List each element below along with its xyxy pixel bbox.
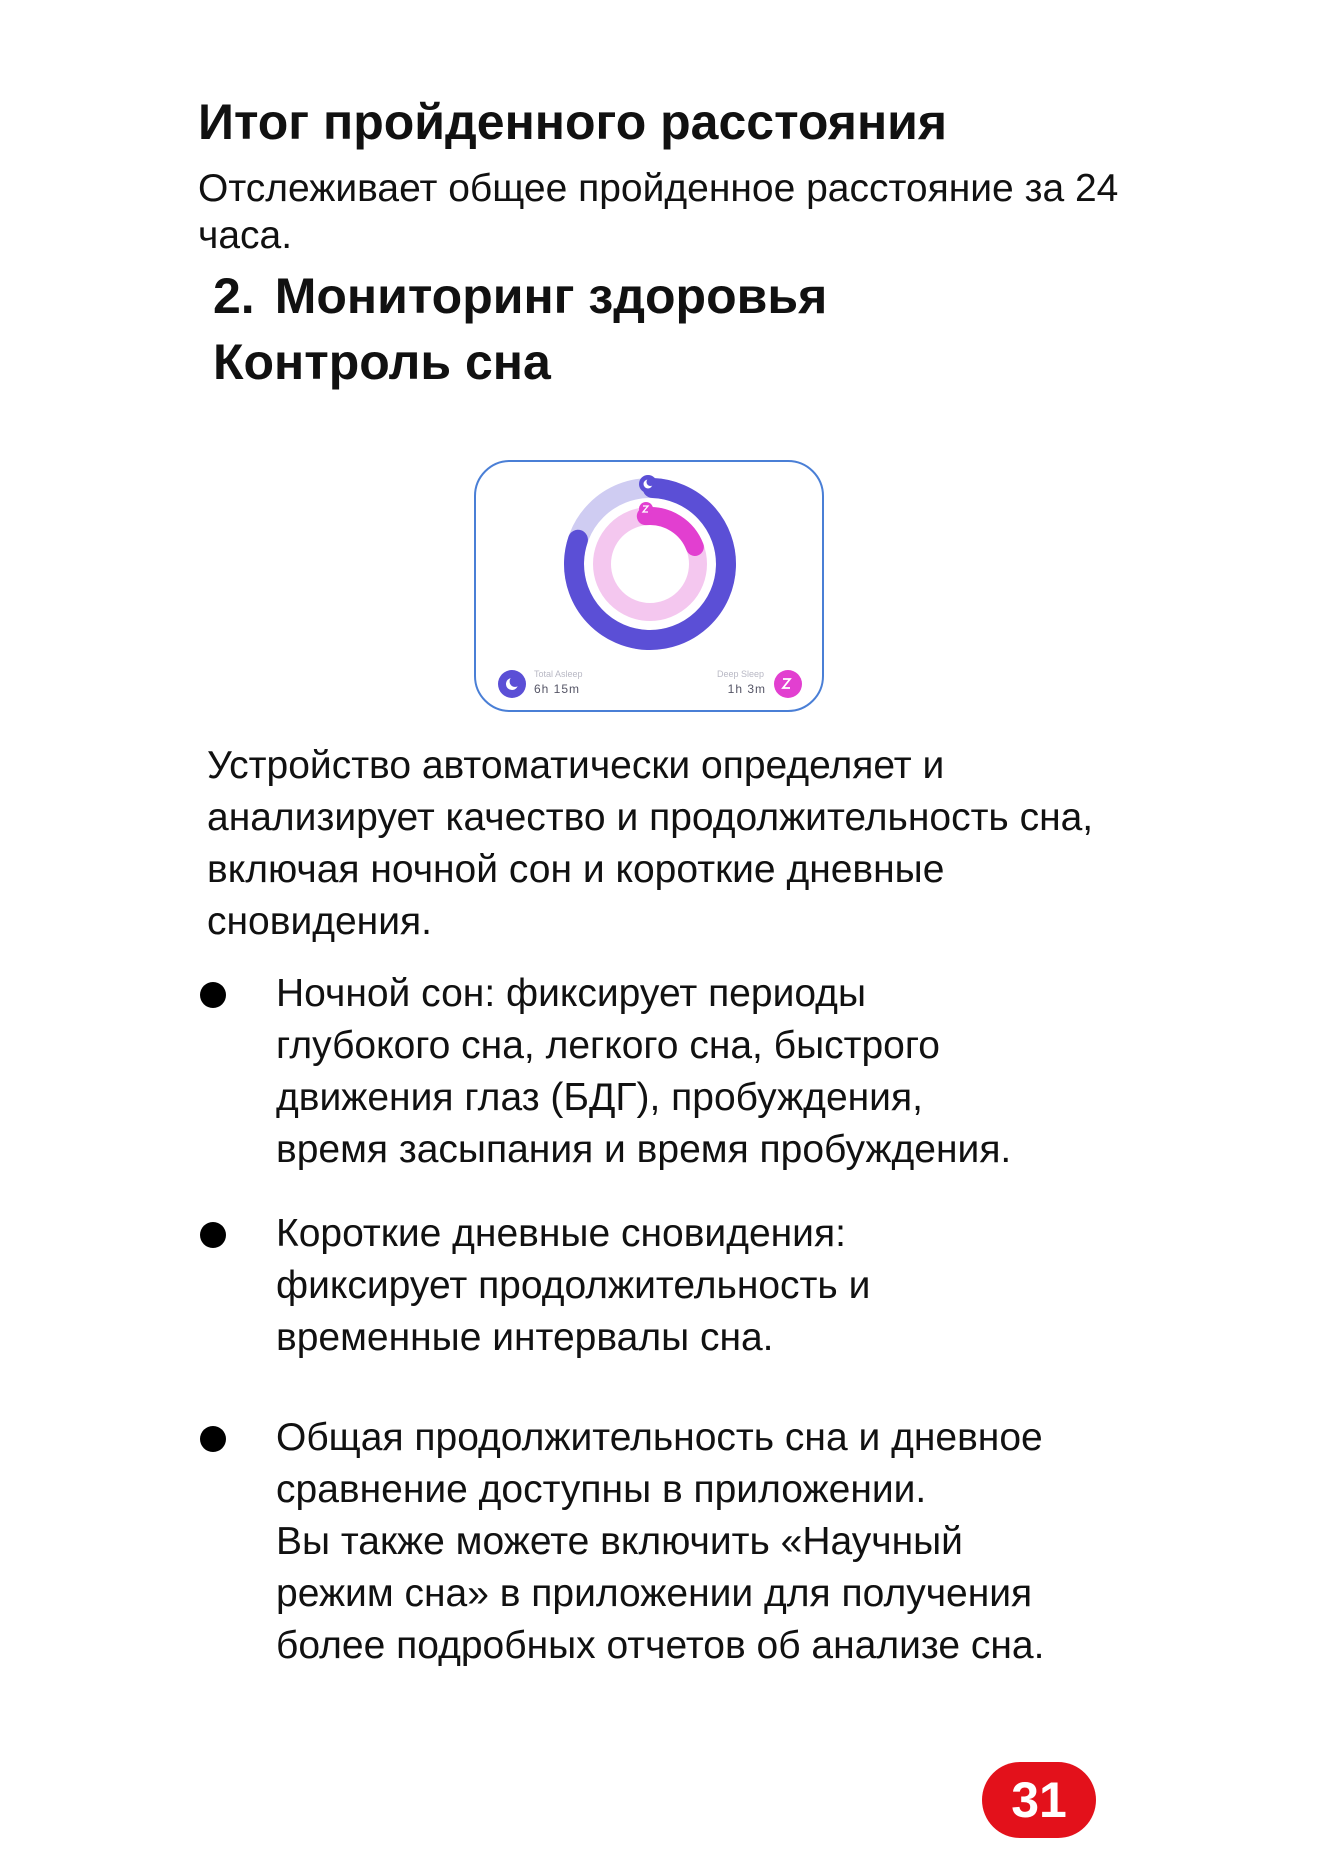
bullet-icon <box>200 982 226 1008</box>
section-heading <box>213 266 827 326</box>
list-line: движения глаз (БДГ), пробуждения, <box>276 1076 923 1119</box>
list-line: сравнение доступны в приложении. <box>276 1468 927 1511</box>
bullet-icon <box>200 1222 226 1248</box>
total-asleep-label: Total Asleep <box>534 669 583 679</box>
section-title: Мониторинг здоровья <box>274 268 828 324</box>
list-line: Короткие дневные сновидения: <box>276 1212 846 1255</box>
sleep-intro-text: Устройство автоматически определяет и анализирует качество и продолжительность сна, включая ночной сон и короткие дневные сновидения. <box>207 744 1094 943</box>
sleep-control-heading: Контроль сна <box>213 334 551 390</box>
list-line: временные интервалы сна. <box>276 1316 774 1359</box>
list-line: Общая продолжительность сна и дневное <box>276 1416 1043 1459</box>
list-line: Вы также можете включить «Научный <box>276 1520 963 1563</box>
distance-summary-description: Отслеживает общее пройденное расстояние за 24 часа. <box>198 167 1119 257</box>
list-item-text <box>276 1412 1156 1672</box>
sleep-zz-icon <box>639 502 653 516</box>
bullet-icon <box>200 1426 226 1452</box>
list-line: Ночной сон: фиксирует периоды <box>276 972 866 1015</box>
list-item-text <box>276 968 1156 1176</box>
list-line: режим сна» в приложении для получения <box>276 1572 1033 1615</box>
list-line: глубокого сна, легкого сна, быстрого <box>276 1024 940 1067</box>
section-number: 2. <box>213 268 255 324</box>
sleep-ring-chart <box>476 462 824 712</box>
total-asleep-icon <box>498 670 526 698</box>
total-asleep-value: 6h 15m <box>534 682 581 696</box>
list-item-text <box>276 1208 1156 1364</box>
moon-icon <box>639 475 657 493</box>
page-number-badge: 31 <box>982 1762 1096 1838</box>
sleep-summary-illustration <box>474 460 824 712</box>
deep-sleep-icon <box>774 670 802 698</box>
list-line: более подробных отчетов об анализе сна. <box>276 1624 1045 1667</box>
distance-summary-heading: Итог пройденного расстояния <box>198 94 948 150</box>
list-line: фиксирует продолжительность и <box>276 1264 871 1307</box>
list-line: время засыпания и время пробуждения. <box>276 1128 1012 1171</box>
deep-sleep-label: Deep Sleep <box>716 669 764 679</box>
deep-sleep-value: 1h 3m <box>727 682 766 696</box>
